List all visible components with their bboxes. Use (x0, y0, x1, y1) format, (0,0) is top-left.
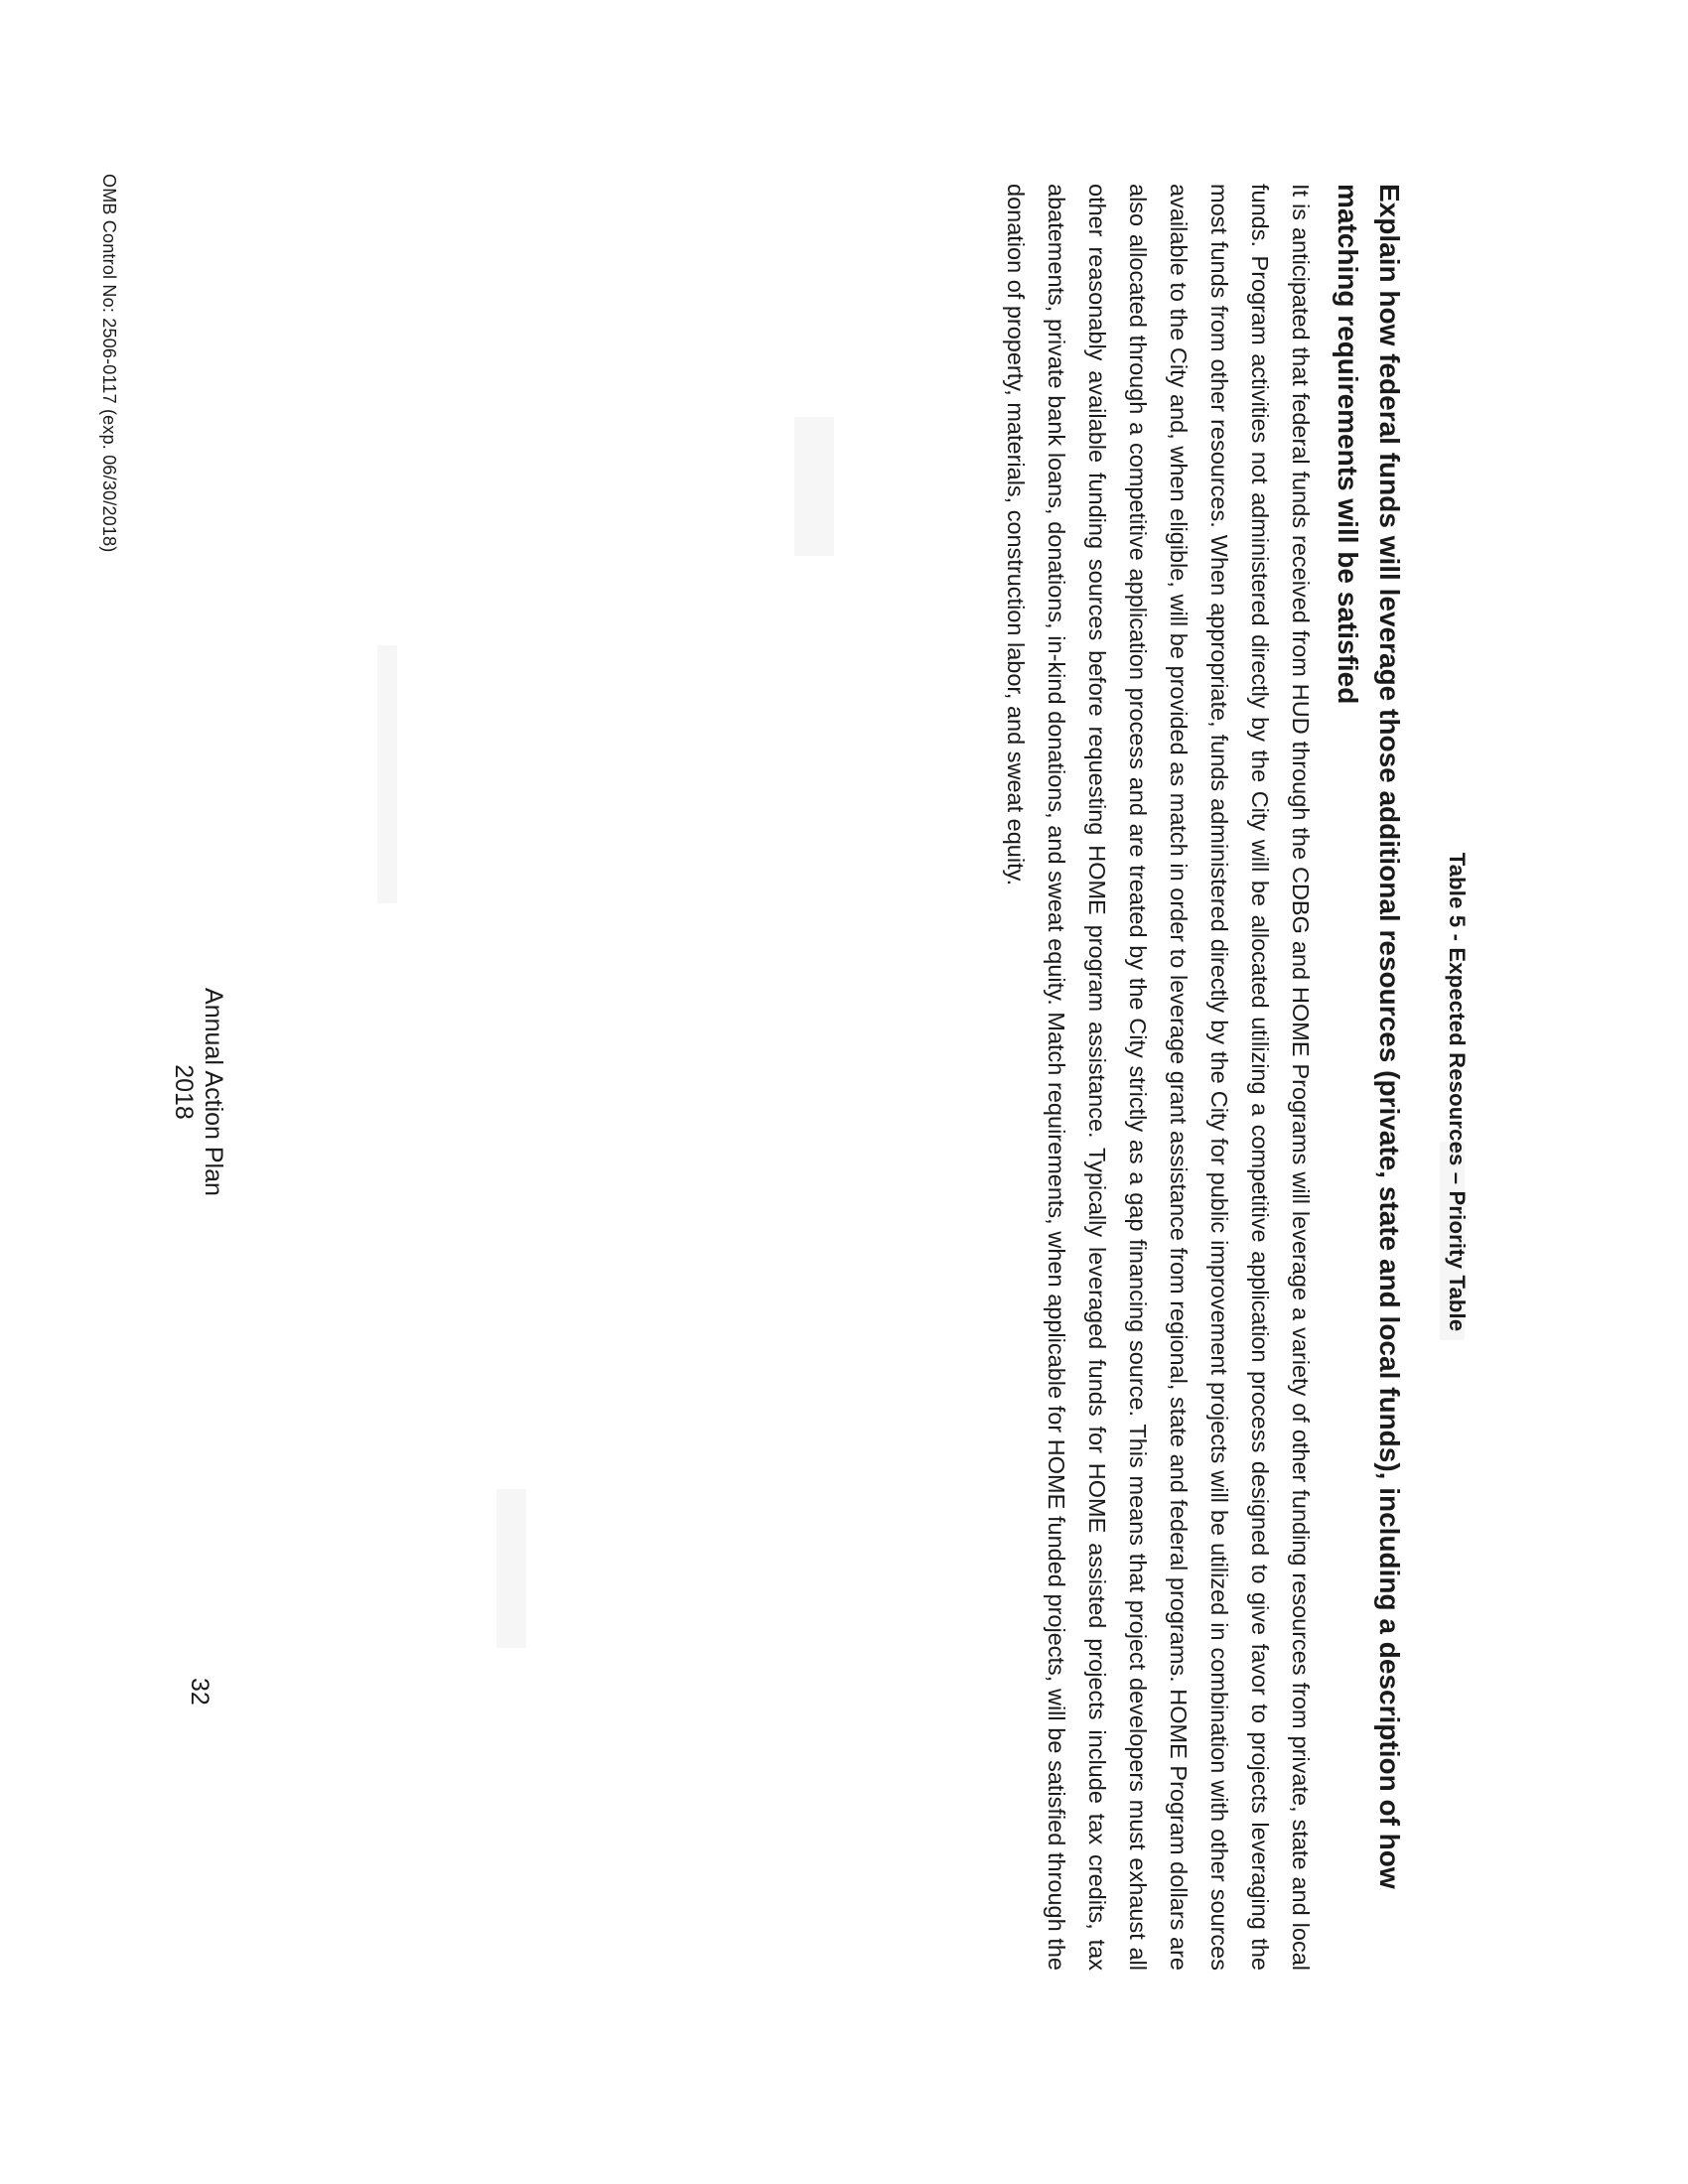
omb-control-number: OMB Control No: 2506-0117 (exp. 06/30/2018) (99, 174, 119, 553)
footer-plan-year: 2018 (170, 1064, 198, 1120)
page-number: 32 (186, 1678, 213, 1706)
body-paragraph: It is anticipated that federal funds received from HUD through the CDBG and HOME Programs will leverage a variety of other funding resources from private, state and local funds. Program activities not administered directly by the City will be allocated utilizing a competitive application process designed to give favor to projects leveraging the most funds from other resources. When appropriate, funds administered directly by the City for public improvement projects will be utilized in combination with other sources available to the City and, when eligible, will be provided as match in order to leverage grant assistance from regional, state and federal programs. HOME Program dollars are also allocated through a competitive application process and are treated by the City strictly as a gap financing source. This means that project developers must exhaust all other reasonably available funding sources before requesting HOME program assistance. Typically leveraged funds for HOME assisted projects include tax credits, tax abatements, private bank loans, donations, in-kind donations, and sweat equity. Match requirements, when applicable for HOME funded projects, will be satisfied through the donation of property, materials, construction labor, and sweat equity. (1003, 184, 1314, 1971)
table-caption: Table 5 - Expected Resources – Priority Table (1445, 852, 1470, 1332)
footer-plan-title: Annual Action Plan (200, 988, 227, 1196)
section-heading: Explain how federal funds will leverage those additional resources (private, state and local funds), including a description of how matching requirements will be satisfied (1333, 184, 1405, 1889)
